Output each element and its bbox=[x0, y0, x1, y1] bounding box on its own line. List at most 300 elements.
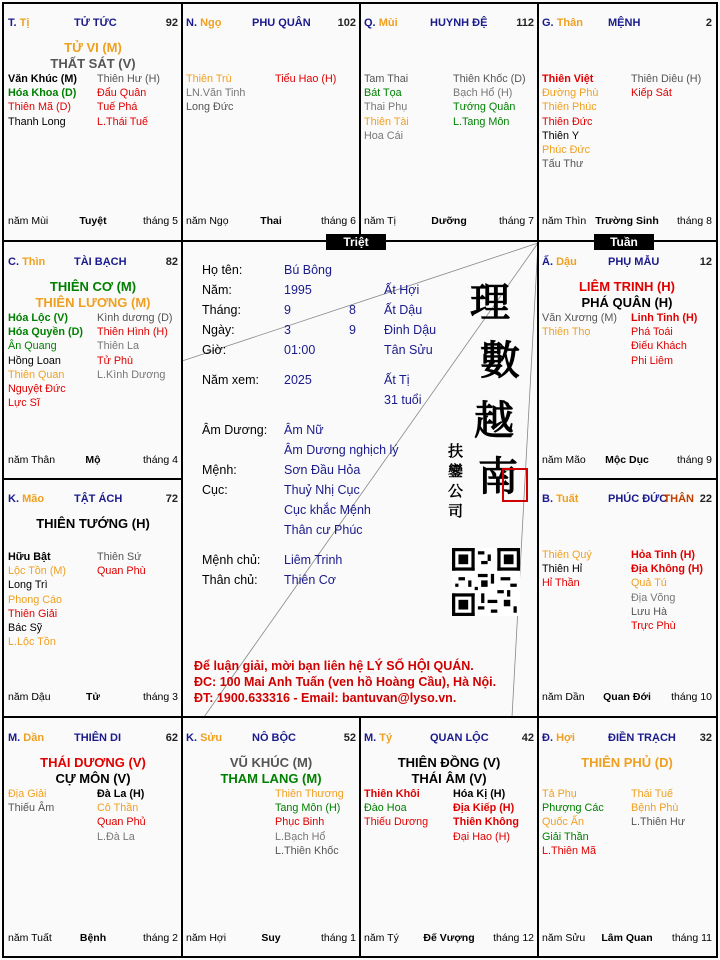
minor-stars-right bbox=[453, 787, 519, 844]
palace-major-period: 2 bbox=[705, 17, 712, 29]
palace-footer bbox=[542, 932, 712, 946]
minor-star: Địa Giải bbox=[8, 788, 47, 800]
palace-name: THIÊN DI bbox=[74, 732, 122, 744]
nam-xem-can-chi: Ất Tị bbox=[384, 373, 410, 387]
minor-star: Quan Phù bbox=[97, 565, 146, 578]
palace-than[interactable] bbox=[538, 4, 716, 239]
palace-branch: Thìn bbox=[22, 256, 46, 268]
minor-star: L.Lộc Tồn bbox=[8, 636, 56, 649]
minor-star: Thiên Đức bbox=[542, 115, 593, 128]
minor-stars-left bbox=[542, 311, 617, 339]
palace-life-stage: Mộ bbox=[85, 454, 101, 466]
minor-star: Hỏa Tinh (H) bbox=[631, 549, 695, 561]
ngay-am-lich: 9 bbox=[349, 323, 356, 337]
minor-star: Văn Xương (M) bbox=[542, 312, 617, 324]
minor-stars-left bbox=[8, 550, 66, 649]
palace-month: tháng 11 bbox=[671, 932, 712, 944]
palace-name: PHÚC ĐỨC bbox=[608, 493, 668, 505]
nam-label: Năm: bbox=[202, 283, 232, 297]
palace-life-stage: Mộc Dục bbox=[605, 454, 649, 466]
palace-year: năm Dậu bbox=[8, 691, 51, 703]
minor-stars-right bbox=[97, 550, 146, 578]
palace-name: PHỤ MẪU bbox=[608, 256, 660, 268]
main-star: PHÁ QUÂN (H) bbox=[581, 295, 673, 310]
minor-stars-right bbox=[631, 311, 697, 368]
palace-year: năm Tuất bbox=[8, 932, 52, 944]
minor-star: Thiên Tài bbox=[364, 115, 409, 128]
palace-name: NÔ BỘC bbox=[252, 732, 296, 744]
logo-calligraphy-4: 南 bbox=[478, 453, 518, 500]
palace-year: năm Dần bbox=[542, 691, 585, 703]
minor-star: Thai Phụ bbox=[364, 101, 408, 114]
palace-year: năm Tý bbox=[364, 932, 399, 944]
ngay-label: Ngày: bbox=[202, 323, 235, 337]
minor-star: Văn Khúc (M) bbox=[8, 73, 77, 85]
main-stars bbox=[538, 279, 716, 311]
palace-header bbox=[542, 17, 712, 33]
palace-major-period: 42 bbox=[521, 732, 534, 744]
palace-month: tháng 8 bbox=[676, 215, 712, 227]
contact-line-1: Để luận giải, mời bạn liên hệ LÝ SỐ HỘI QUÁN. bbox=[194, 659, 474, 673]
minor-star: Đào Hoa bbox=[364, 802, 407, 815]
contact-address: ĐC: 100 Mai Anh Tuấn (ven hồ Hoàng Cầu), Hà Nội. bbox=[194, 675, 497, 689]
minor-star: Thái Tuế bbox=[631, 788, 674, 800]
minor-star: Hỉ Thần bbox=[542, 577, 580, 590]
am-duong-label: Âm Dương: bbox=[202, 423, 268, 437]
palace-stem-branch bbox=[186, 17, 221, 29]
main-stars bbox=[182, 755, 360, 787]
minor-star: Tuế Phá bbox=[97, 101, 138, 114]
minor-star: Thiên Thương bbox=[275, 788, 344, 800]
palace-header bbox=[364, 17, 534, 33]
logo-calligraphy-1: 理 bbox=[470, 279, 510, 326]
palace-dan[interactable] bbox=[4, 719, 182, 956]
palace-month: tháng 2 bbox=[142, 932, 178, 944]
am-duong-note: Âm Dương nghịch lý bbox=[284, 443, 399, 457]
tuoi-value: 31 tuổi bbox=[384, 393, 422, 407]
minor-stars-right bbox=[275, 787, 344, 858]
palace-stem-branch bbox=[8, 732, 44, 744]
palace-life-stage: Trường Sinh bbox=[595, 215, 659, 227]
than-marker: THÂN bbox=[663, 493, 694, 505]
minor-star: Địa Kiếp (H) bbox=[453, 802, 515, 815]
palace-footer bbox=[542, 691, 712, 705]
minor-star: Bác Sỹ bbox=[8, 621, 43, 634]
minor-star: Thiên Mã (D) bbox=[8, 101, 71, 114]
palace-ti[interactable] bbox=[4, 4, 182, 239]
minor-stars-right bbox=[275, 72, 336, 86]
minor-star: Thiếu Dương bbox=[364, 816, 429, 829]
palace-stem: Đ. bbox=[542, 732, 553, 744]
palace-header bbox=[8, 493, 178, 509]
palace-dau[interactable] bbox=[538, 243, 716, 478]
gio-value: 01:00 bbox=[284, 343, 316, 357]
palace-branch: Thân bbox=[556, 17, 583, 29]
minor-star: Tử Phù bbox=[97, 354, 134, 367]
palace-stem: N. bbox=[186, 17, 197, 29]
palace-stem: K. bbox=[8, 493, 19, 505]
palace-life-stage: Suy bbox=[261, 932, 281, 944]
minor-stars-left bbox=[8, 311, 83, 410]
minor-star: Quốc Ấn bbox=[542, 816, 585, 829]
palace-branch: Ngọ bbox=[200, 17, 222, 29]
logo-calligraphy-3: 越 bbox=[474, 397, 514, 444]
main-stars bbox=[360, 755, 538, 787]
thang-label: Tháng: bbox=[202, 303, 241, 317]
palace-major-period: 112 bbox=[516, 17, 534, 29]
palace-stem: T. bbox=[8, 17, 17, 29]
main-star: TỬ VI (M) bbox=[64, 40, 122, 55]
main-star: THÁI DƯƠNG (V) bbox=[40, 755, 146, 770]
palace-mui[interactable] bbox=[360, 4, 538, 239]
palace-branch: Dậu bbox=[556, 256, 577, 268]
palace-footer bbox=[364, 932, 534, 946]
palace-stem-branch bbox=[364, 732, 392, 744]
minor-stars-left bbox=[8, 787, 54, 815]
palace-stem: C. bbox=[8, 256, 19, 268]
palace-thin[interactable] bbox=[4, 243, 182, 478]
palace-hoi[interactable] bbox=[538, 719, 716, 956]
palace-stem: Ấ. bbox=[542, 256, 553, 268]
palace-footer bbox=[8, 215, 178, 229]
palace-year: năm Mùi bbox=[8, 215, 49, 227]
palace-footer bbox=[542, 454, 712, 468]
minor-star: Thanh Long bbox=[8, 115, 66, 128]
main-star: LIÊM TRINH (H) bbox=[578, 279, 676, 294]
palace-branch: Mùi bbox=[378, 17, 398, 29]
minor-star: Thiếu Âm bbox=[8, 802, 55, 815]
palace-stem: Q. bbox=[364, 17, 376, 29]
minor-star: L.Thiên Mã bbox=[542, 844, 597, 857]
palace-stem-branch bbox=[8, 17, 29, 29]
palace-name: MỆNH bbox=[608, 17, 641, 29]
minor-star: Đại Hao (H) bbox=[453, 830, 510, 843]
palace-branch: Mão bbox=[22, 493, 45, 505]
minor-star: Linh Tinh (H) bbox=[631, 312, 698, 324]
palace-header bbox=[364, 732, 534, 748]
minor-stars-right bbox=[453, 72, 526, 129]
palace-life-stage: Quan Đới bbox=[603, 691, 651, 703]
palace-month: tháng 7 bbox=[498, 215, 534, 227]
main-star: THẤT SÁT (V) bbox=[50, 56, 136, 71]
minor-star: L.Thiên Hư bbox=[631, 816, 686, 829]
palace-life-stage: Dưỡng bbox=[431, 215, 467, 227]
menh-chu-value: Liêm Trinh bbox=[284, 553, 343, 567]
palace-year: năm Tị bbox=[364, 215, 396, 227]
minor-stars-left bbox=[542, 548, 592, 591]
minor-star: Tang Môn (H) bbox=[275, 802, 341, 815]
minor-stars-left bbox=[186, 72, 245, 115]
main-star: CỰ MÔN (V) bbox=[55, 771, 131, 786]
palace-year: năm Ngọ bbox=[186, 215, 229, 227]
minor-star: Điếu Khách bbox=[631, 340, 687, 353]
palace-major-period: 92 bbox=[165, 17, 178, 29]
minor-star: L.Thái Tuế bbox=[97, 115, 149, 128]
palace-name: HUYNH ĐỆ bbox=[430, 17, 488, 29]
palace-major-period: 52 bbox=[343, 732, 356, 744]
palace-branch: Tuất bbox=[556, 493, 579, 505]
thang-duong-lich: 9 bbox=[284, 303, 291, 317]
palace-name: ĐIỀN TRẠCH bbox=[608, 732, 676, 744]
minor-star: Tả Phụ bbox=[542, 788, 577, 800]
minor-star: Thiên Khốc (D) bbox=[453, 73, 526, 85]
minor-star: Quả Tú bbox=[631, 577, 667, 590]
minor-star: Bệnh Phù bbox=[631, 802, 679, 815]
palace-month: tháng 4 bbox=[142, 454, 178, 466]
palace-month: tháng 10 bbox=[671, 691, 712, 703]
palace-footer bbox=[8, 454, 178, 468]
contact-info bbox=[194, 658, 496, 706]
minor-star: Hữu Bật bbox=[8, 551, 51, 563]
minor-star: Phượng Các bbox=[542, 802, 604, 815]
palace-stem: G. bbox=[542, 17, 554, 29]
nam-xem-label: Năm xem: bbox=[202, 373, 259, 387]
nam-value: 1995 bbox=[284, 283, 312, 297]
than-chu-value: Thiên Cơ bbox=[284, 573, 336, 587]
minor-star: Cô Thần bbox=[97, 802, 139, 815]
minor-stars-right bbox=[631, 787, 685, 830]
palace-month: tháng 1 bbox=[320, 932, 356, 944]
palace-month: tháng 3 bbox=[142, 691, 178, 703]
tuan-marker: Tuần bbox=[594, 234, 654, 250]
minor-star: Hóa Quyền (D) bbox=[8, 326, 83, 339]
main-star: THIÊN LƯƠNG (M) bbox=[35, 295, 151, 310]
palace-footer bbox=[542, 215, 712, 229]
palace-stem-branch bbox=[364, 17, 398, 29]
palace-name: TỬ TỨC bbox=[74, 17, 117, 29]
main-star: THIÊN TƯỚNG (H) bbox=[36, 516, 150, 531]
minor-star: Bát Tọa bbox=[364, 87, 402, 100]
palace-ngo[interactable] bbox=[182, 4, 360, 239]
minor-star: Phá Toái bbox=[631, 326, 673, 339]
cuc-value: Thuỷ Nhị Cục bbox=[284, 483, 360, 497]
minor-star: Thiên Sứ bbox=[97, 551, 142, 563]
red-seal-icon bbox=[502, 468, 528, 502]
minor-star: Phúc Đức bbox=[542, 143, 591, 156]
palace-footer bbox=[364, 215, 534, 229]
palace-header bbox=[8, 732, 178, 748]
palace-month: tháng 6 bbox=[320, 215, 356, 227]
palace-header bbox=[542, 732, 712, 748]
minor-stars-right bbox=[631, 548, 703, 633]
palace-major-period: 32 bbox=[699, 732, 712, 744]
minor-stars-left bbox=[364, 72, 409, 143]
minor-star: Địa Võng bbox=[631, 591, 676, 604]
minor-stars-right bbox=[97, 787, 146, 844]
main-stars bbox=[4, 516, 182, 532]
palace-major-period: 12 bbox=[699, 256, 712, 268]
minor-star: Tiểu Hao (H) bbox=[275, 73, 337, 85]
minor-star: Giải Thần bbox=[542, 830, 589, 843]
main-star: VŨ KHÚC (M) bbox=[229, 755, 313, 770]
minor-star: Thiên Khôi bbox=[364, 788, 420, 800]
minor-star: Tấu Thư bbox=[542, 158, 584, 171]
minor-star: Địa Không (H) bbox=[631, 563, 703, 576]
palace-major-period: 62 bbox=[165, 732, 178, 744]
thang-am-lich: 8 bbox=[349, 303, 356, 317]
minor-star: L.Đà La bbox=[97, 830, 135, 843]
than-chu-label: Thân chủ: bbox=[202, 573, 258, 587]
center-info-panel bbox=[182, 243, 538, 717]
minor-star: Thiên Quan bbox=[8, 368, 65, 381]
palace-stem-branch bbox=[542, 732, 575, 744]
palace-major-period: 72 bbox=[165, 493, 178, 505]
minor-star: Đẩu Quân bbox=[97, 87, 147, 100]
palace-year: năm Mão bbox=[542, 454, 586, 466]
palace-year: năm Hợi bbox=[186, 932, 227, 944]
palace-month: tháng 12 bbox=[493, 932, 534, 944]
am-duong-value: Âm Nữ bbox=[284, 423, 324, 437]
minor-star: Thiên Không bbox=[453, 816, 519, 829]
palace-life-stage: Lâm Quan bbox=[601, 932, 653, 944]
minor-star: Thiên Hư (H) bbox=[97, 73, 161, 85]
main-star: THÁI ÂM (V) bbox=[411, 771, 487, 786]
palace-name: QUAN LỘC bbox=[430, 732, 489, 744]
palace-life-stage: Thai bbox=[260, 215, 282, 227]
palace-header bbox=[186, 732, 356, 748]
palace-branch: Dần bbox=[23, 732, 45, 744]
palace-major-period: 82 bbox=[165, 256, 178, 268]
minor-star: Lưu Hà bbox=[631, 605, 668, 618]
minor-star: Thiên La bbox=[97, 340, 140, 353]
palace-branch: Sửu bbox=[200, 732, 223, 744]
contact-phone-email: ĐT: 1900.633316 - Email: bantuvan@lyso.vn. bbox=[194, 691, 457, 705]
palace-stem: K. bbox=[186, 732, 197, 744]
logo-company-vertical: 扶 鑾 公 司 bbox=[448, 442, 464, 520]
minor-star: Đường Phù bbox=[542, 87, 599, 100]
main-stars bbox=[4, 40, 182, 72]
minor-star: Tướng Quân bbox=[453, 101, 516, 114]
minor-star: L.Kình Dương bbox=[97, 368, 166, 381]
palace-month: tháng 5 bbox=[142, 215, 178, 227]
main-star: THIÊN CƠ (M) bbox=[49, 279, 137, 294]
minor-stars-left bbox=[542, 72, 598, 171]
main-stars bbox=[4, 755, 182, 787]
minor-star: Hoa Cái bbox=[364, 129, 404, 142]
palace-header bbox=[542, 256, 712, 272]
palace-header bbox=[186, 17, 356, 33]
palace-branch: Tị bbox=[19, 17, 30, 29]
minor-stars-left bbox=[364, 787, 428, 830]
qr-code-icon[interactable] bbox=[452, 548, 520, 616]
minor-star: Trực Phù bbox=[631, 619, 676, 632]
palace-branch: Tý bbox=[379, 732, 393, 744]
palace-life-stage: Đế Vượng bbox=[423, 932, 475, 944]
than-cu-note: Thân cư Phúc bbox=[284, 523, 363, 537]
minor-stars-right bbox=[97, 311, 173, 382]
palace-stem: B. bbox=[542, 493, 553, 505]
minor-star: Nguyệt Đức bbox=[8, 382, 66, 395]
menh-label: Mệnh: bbox=[202, 463, 237, 477]
palace-header bbox=[542, 493, 712, 509]
minor-star: LN.Văn Tinh bbox=[186, 87, 246, 100]
palace-footer bbox=[186, 215, 356, 229]
palace-stem-branch bbox=[186, 732, 222, 744]
palace-stem: M. bbox=[364, 732, 377, 744]
thang-can-chi: Ất Dậu bbox=[384, 303, 423, 317]
minor-star: Lộc Tồn (M) bbox=[8, 565, 67, 578]
ngay-duong-lich: 3 bbox=[284, 323, 291, 337]
minor-star: Phong Cáo bbox=[8, 593, 63, 606]
ho-ten-value: Bú Bông bbox=[284, 263, 332, 277]
ngay-can-chi: Đinh Dậu bbox=[384, 323, 437, 337]
palace-stem: M. bbox=[8, 732, 21, 744]
palace-header bbox=[8, 17, 178, 33]
minor-star: Thiên Y bbox=[542, 129, 580, 142]
minor-star: L.Bạch Hổ bbox=[275, 830, 326, 843]
minor-star: Thiên Phúc bbox=[542, 101, 597, 114]
menh-chu-label: Mệnh chủ: bbox=[202, 553, 261, 567]
palace-stem-branch bbox=[542, 493, 578, 505]
palace-mao[interactable] bbox=[4, 480, 182, 715]
minor-star: Phục Binh bbox=[275, 816, 325, 829]
main-stars bbox=[538, 755, 716, 771]
main-stars bbox=[4, 279, 182, 311]
minor-star: Long Đức bbox=[186, 101, 234, 114]
palace-name: PHU QUÂN bbox=[252, 17, 311, 29]
cuc-label: Cục: bbox=[202, 483, 228, 497]
minor-star: Thiên Diêu (H) bbox=[631, 73, 702, 85]
palace-life-stage: Bệnh bbox=[79, 932, 107, 944]
palace-stem-branch bbox=[8, 256, 45, 268]
minor-star: Phi Liêm bbox=[631, 354, 674, 367]
minor-stars-left bbox=[8, 72, 77, 129]
palace-header bbox=[8, 256, 178, 272]
main-star: THIÊN PHỦ (D) bbox=[581, 755, 673, 770]
minor-star: Ân Quang bbox=[8, 340, 57, 353]
ho-ten-label: Họ tên: bbox=[202, 263, 243, 277]
palace-stem-branch bbox=[8, 493, 44, 505]
minor-star: Thiên Quý bbox=[542, 549, 592, 561]
minor-star: L.Thiên Khốc bbox=[275, 844, 339, 857]
minor-stars-left bbox=[542, 787, 604, 858]
palace-ty[interactable] bbox=[360, 719, 538, 956]
minor-star: Quan Phủ bbox=[97, 816, 146, 829]
gio-can-chi: Tân Sửu bbox=[384, 343, 433, 357]
palace-major-period: 22 bbox=[699, 493, 712, 505]
main-star: THAM LANG (M) bbox=[220, 771, 322, 786]
minor-stars-right bbox=[631, 72, 701, 100]
minor-star: Hồng Loan bbox=[8, 354, 61, 367]
palace-month: tháng 9 bbox=[676, 454, 712, 466]
logo-calligraphy-2: 數 bbox=[480, 337, 520, 384]
palace-branch: Hợi bbox=[556, 732, 575, 744]
menh-value: Sơn Đầu Hỏa bbox=[284, 463, 361, 477]
palace-tuat[interactable] bbox=[538, 480, 716, 715]
palace-year: năm Sửu bbox=[542, 932, 586, 944]
main-star: THIÊN ĐỒNG (V) bbox=[397, 755, 501, 770]
minor-star: Bạch Hổ (H) bbox=[453, 87, 513, 100]
minor-stars-right bbox=[97, 72, 160, 129]
minor-star: Đà La (H) bbox=[97, 788, 145, 800]
nam-can-chi: Ất Hợi bbox=[384, 283, 420, 297]
minor-star: Thiên Giải bbox=[8, 607, 58, 620]
minor-star: Thiên Hình (H) bbox=[97, 326, 168, 339]
minor-star: Thiên Hỉ bbox=[542, 563, 583, 576]
palace-suu[interactable] bbox=[182, 719, 360, 956]
minor-star: Long Trì bbox=[8, 579, 48, 592]
palace-footer bbox=[8, 691, 178, 705]
palace-footer bbox=[8, 932, 178, 946]
palace-name: TẬT ÁCH bbox=[74, 493, 123, 505]
palace-life-stage: Tử bbox=[85, 691, 101, 703]
cuc-note: Cục khắc Mệnh bbox=[284, 503, 371, 517]
minor-star: Thiên Việt bbox=[542, 73, 594, 85]
palace-stem-branch bbox=[542, 17, 583, 29]
minor-star: Thiên Trù bbox=[186, 73, 232, 85]
minor-star: Hóa Kị (H) bbox=[453, 788, 506, 800]
triet-marker: Triệt bbox=[326, 234, 386, 250]
